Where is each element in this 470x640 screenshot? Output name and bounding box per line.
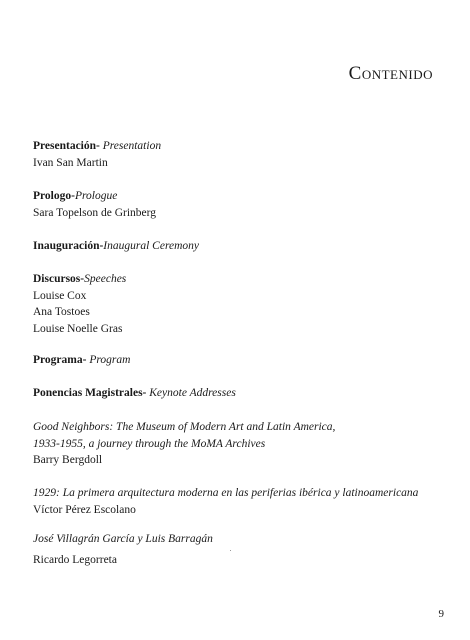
- paper-entry: [33, 531, 443, 568]
- entry-heading-translation: Speeches: [84, 273, 127, 285]
- entry-heading: Ponencias Magistrales-: [33, 387, 147, 399]
- entry-heading: Inauguración-: [33, 240, 104, 252]
- paper-author: Ricardo Legorreta: [33, 553, 117, 566]
- paper-title: José Villagrán García y Luis Barragán: [33, 533, 213, 545]
- toc-entry-keynotes: [33, 385, 443, 402]
- paper-title: 1929: La primera arquitectura moderna en las periferias ibérica y latinoamericana: [33, 487, 419, 499]
- entry-heading-translation: Keynote Addresses: [149, 387, 236, 399]
- toc-entry-presentation: [33, 138, 443, 171]
- paper-author: Barry Bergdoll: [33, 454, 103, 466]
- paper-title: Good Neighbors: The Museum of Modern Art and Latin America,: [33, 421, 336, 433]
- entry-heading: Presentación-: [33, 140, 100, 152]
- toc-entry-inauguration: [33, 238, 443, 255]
- paper-title: 1933-1955, a journey through the MoMA Archives: [33, 437, 266, 450]
- page-title: Contenido: [348, 63, 433, 84]
- entry-heading-translation: Program: [89, 354, 131, 366]
- entry-heading: Prologo-: [33, 190, 75, 202]
- paper-entry: [33, 419, 443, 469]
- entry-author: Ana Tostoes: [33, 306, 90, 318]
- print-speck: [230, 550, 231, 551]
- toc-entry-program: [33, 352, 443, 369]
- paper-author: Víctor Pérez Escolano: [33, 503, 136, 516]
- entry-heading: Discursos-: [33, 273, 85, 285]
- entry-heading-translation: Prologue: [74, 190, 118, 202]
- entry-heading-translation: Presentation: [102, 140, 162, 152]
- paper-entry: [33, 485, 443, 518]
- entry-author: Sara Topelson de Grinberg: [33, 206, 157, 219]
- toc-entry-speeches: [33, 271, 443, 337]
- entry-heading: Programa-: [33, 354, 87, 366]
- entry-author: Louise Noelle Gras: [33, 322, 123, 335]
- toc-entry-prologue: [33, 188, 443, 221]
- entry-heading-translation: Inaugural Ceremony: [103, 240, 200, 252]
- entry-author: Ivan San Martin: [33, 156, 108, 169]
- page-number: 9: [438, 608, 444, 620]
- entry-author: Louise Cox: [33, 289, 87, 302]
